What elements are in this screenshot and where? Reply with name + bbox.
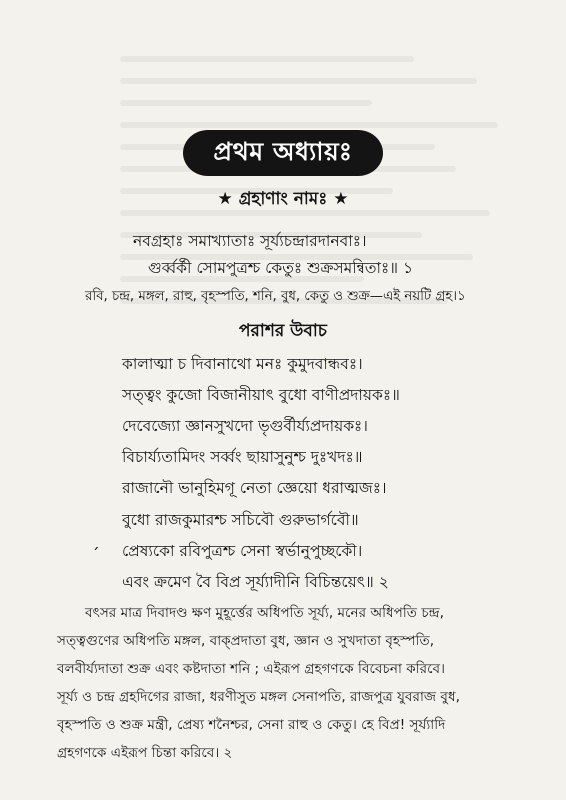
paragraph-line: সূর্য্য ও চন্দ্র গ্রহদিগের রাজা, ধরণীসুত মঙ্গল সেনাপতি, রাজপুত্র যুবরাজ বুধ, — [57, 689, 460, 705]
verse-line: প্রেষ্যকো রবিপুত্রশ্চ সেনা স্বর্ভানুপুচ্ছকৌ। — [122, 542, 363, 560]
chapter-title-banner — [183, 130, 383, 176]
verse-line: গুর্ব্বর্কী সোমপুত্রশ্চ কেতুঃ শুক্রসমন্বিতাঃ॥ ১ — [148, 259, 414, 277]
margin-mark: ׳ — [93, 541, 100, 560]
translation-line: রবি, চন্দ্র, মঙ্গল, রাহু, বৃহস্পতি, শনি, বুধ, কেতু ও শুক্র—এই নয়টি গ্রহ।১ — [85, 289, 466, 304]
section-heading: পরাশর উবাচ — [239, 321, 327, 341]
verse-line: দেবেজ্যো জ্ঞানসুখদো ভৃগুর্বীর্য্যপ্রদায়কঃ। — [122, 417, 368, 435]
verse-line: কালাত্মা চ দিবানাথো মনঃ কুমুদবান্ধবঃ। — [122, 355, 363, 373]
bleed-through-texture — [120, 40, 540, 400]
verse-line: এবং ক্রমেণ বৈ বিপ্র সূর্য্যাদীনি বিচিন্তয়েৎ॥ ২ — [122, 573, 389, 591]
paragraph-line: সত্ত্বগুণের অধিপতি মঙ্গল, বাক্‌প্রদাতা বুধ, জ্ঞান ও সুখদাতা বৃহস্পতি, — [57, 633, 435, 649]
section-subheading — [0, 186, 566, 214]
star-icon: ★ — [333, 189, 349, 209]
paragraph-line: বলবীর্য্যদাতা শুক্র এবং কষ্টদাতা শনি ; এইরূপ গ্রহগণকে বিবেচনা করিবে। — [57, 661, 445, 677]
subheading-text: গ্রহাণাং নামঃ — [238, 189, 328, 209]
verse-line: সত্ত্বং কুজো বিজানীয়াৎ বুধো বাণীপ্রদায়কঃ॥ — [122, 386, 400, 404]
chapter-title: প্রথম অধ্যায়ঃ — [213, 136, 353, 166]
star-icon: ★ — [217, 189, 233, 209]
verse-line: রাজানৌ ভানুহিমগূ নেতা জ্ঞেয়ো ধরাত্মজঃ। — [122, 479, 387, 497]
verse-line: বিচার্য্যতামিদং সর্ব্বং ছায়াসুনুশ্চ দুঃখদঃ॥ — [122, 448, 363, 466]
verse-line: বুধো রাজকুমারশ্চ সচিবৌ গুরুভার্গবৌ॥ — [122, 511, 359, 529]
paragraph-line: বৎসর মাত্র দিবাদণ্ড ক্ষণ মুহূর্ত্তের অধিপতি সূর্য্য, মনের অধিপতি চন্দ্র, — [85, 605, 444, 621]
paragraph-line: বৃহস্পতি ও শুক্র মন্ত্রী, প্রেষ্য শনৈশ্চর, সেনা রাহু ও কেতু। হে বিপ্র! সূর্য্যাদি — [57, 717, 446, 733]
verse-line: নবগ্রহাঃ সমাখ্যাতাঃ সূর্য্যচন্দ্রারদানবাঃ। — [133, 232, 367, 250]
paragraph-line: গ্রহগণকে এইরূপ চিন্তা করিবে। ২ — [57, 745, 233, 761]
